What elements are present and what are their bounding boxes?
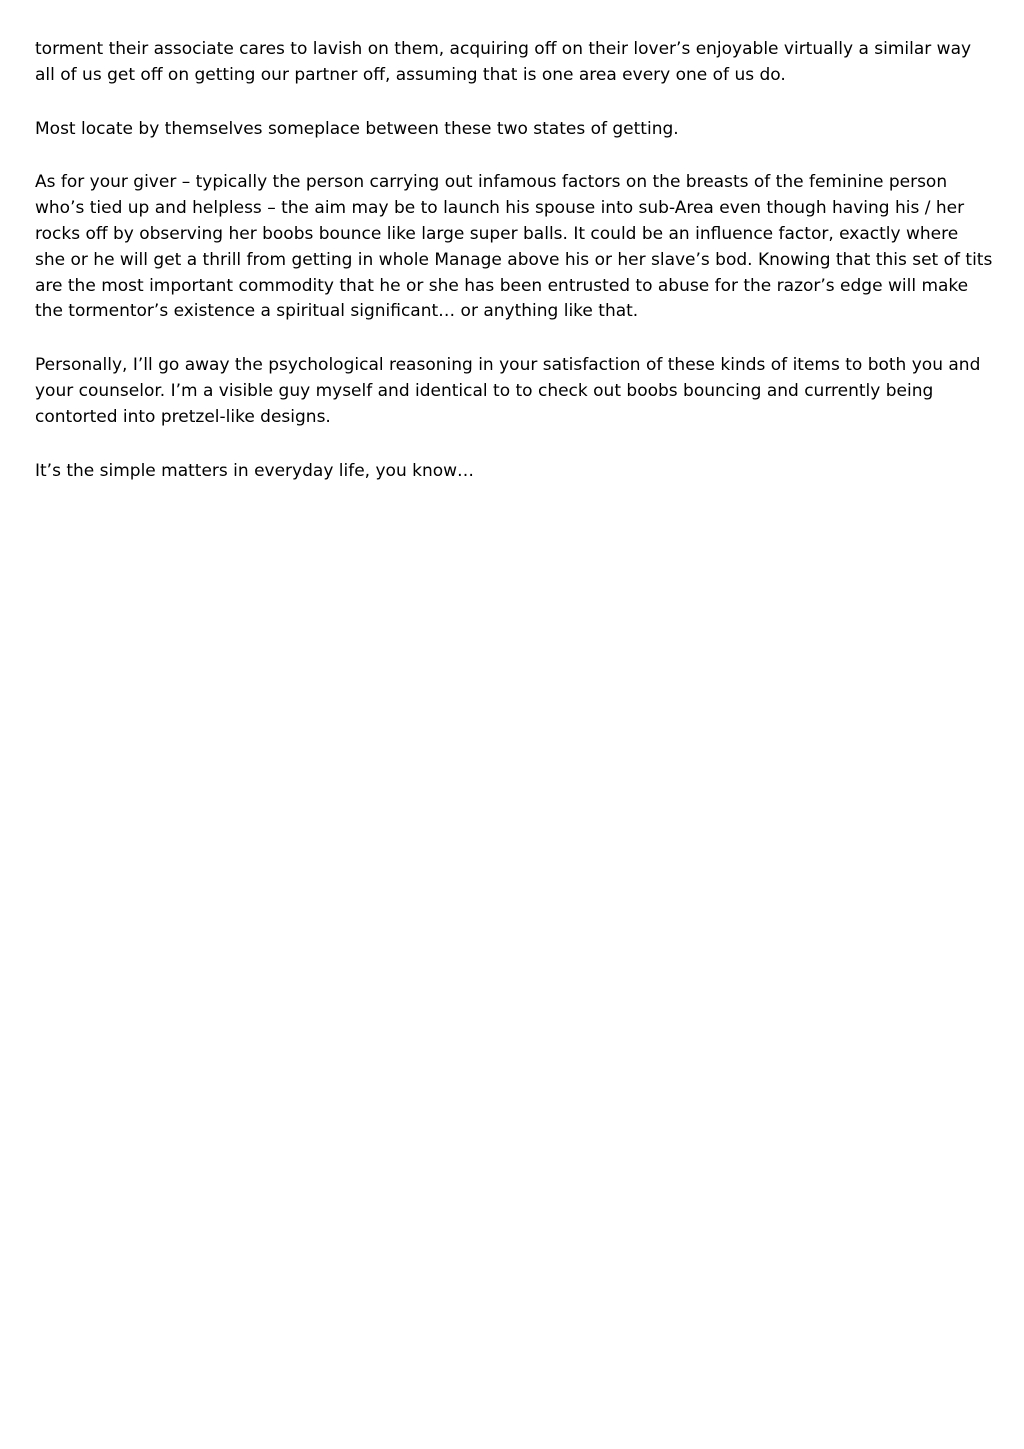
document-body (35, 37, 993, 512)
paragraph-2: Most locate by themselves someplace between these two states of getting. (35, 118, 679, 139)
paragraph-1: torment their associate cares to lavish on them, acquiring off on their lover’s enjoyable virtually a similar way all of us get off on getting our partner off, assuming that is one area every one of us do. (35, 39, 972, 85)
paragraph-3: As for your giver – typically the person carrying out infamous factors on the breasts of the feminine person who’s tied up and helpless – the aim may be to launch his spouse into sub-Area even though having his / her rocks off by observing her boobs bounce like large super balls. It could be an influence factor, exactly where she or he will get a thrill from getting in whole Manage above his or her slave’s bod. Knowing that this set of tits are the most important commodity that he or she has been entrusted to abuse for the razor’s edge will make the tormentor’s existence a spiritual significant… or anything like that. (35, 172, 993, 322)
paragraph-5: It’s the simple matters in everyday life, you know… (35, 460, 475, 481)
paragraph-4: Personally, I’ll go away the psychological reasoning in your satisfaction of these kinds of items to both you and your counselor. I’m a visible guy myself and identical to to check out boobs bouncing and currently being contorted into pretzel-like designs. (35, 355, 981, 427)
